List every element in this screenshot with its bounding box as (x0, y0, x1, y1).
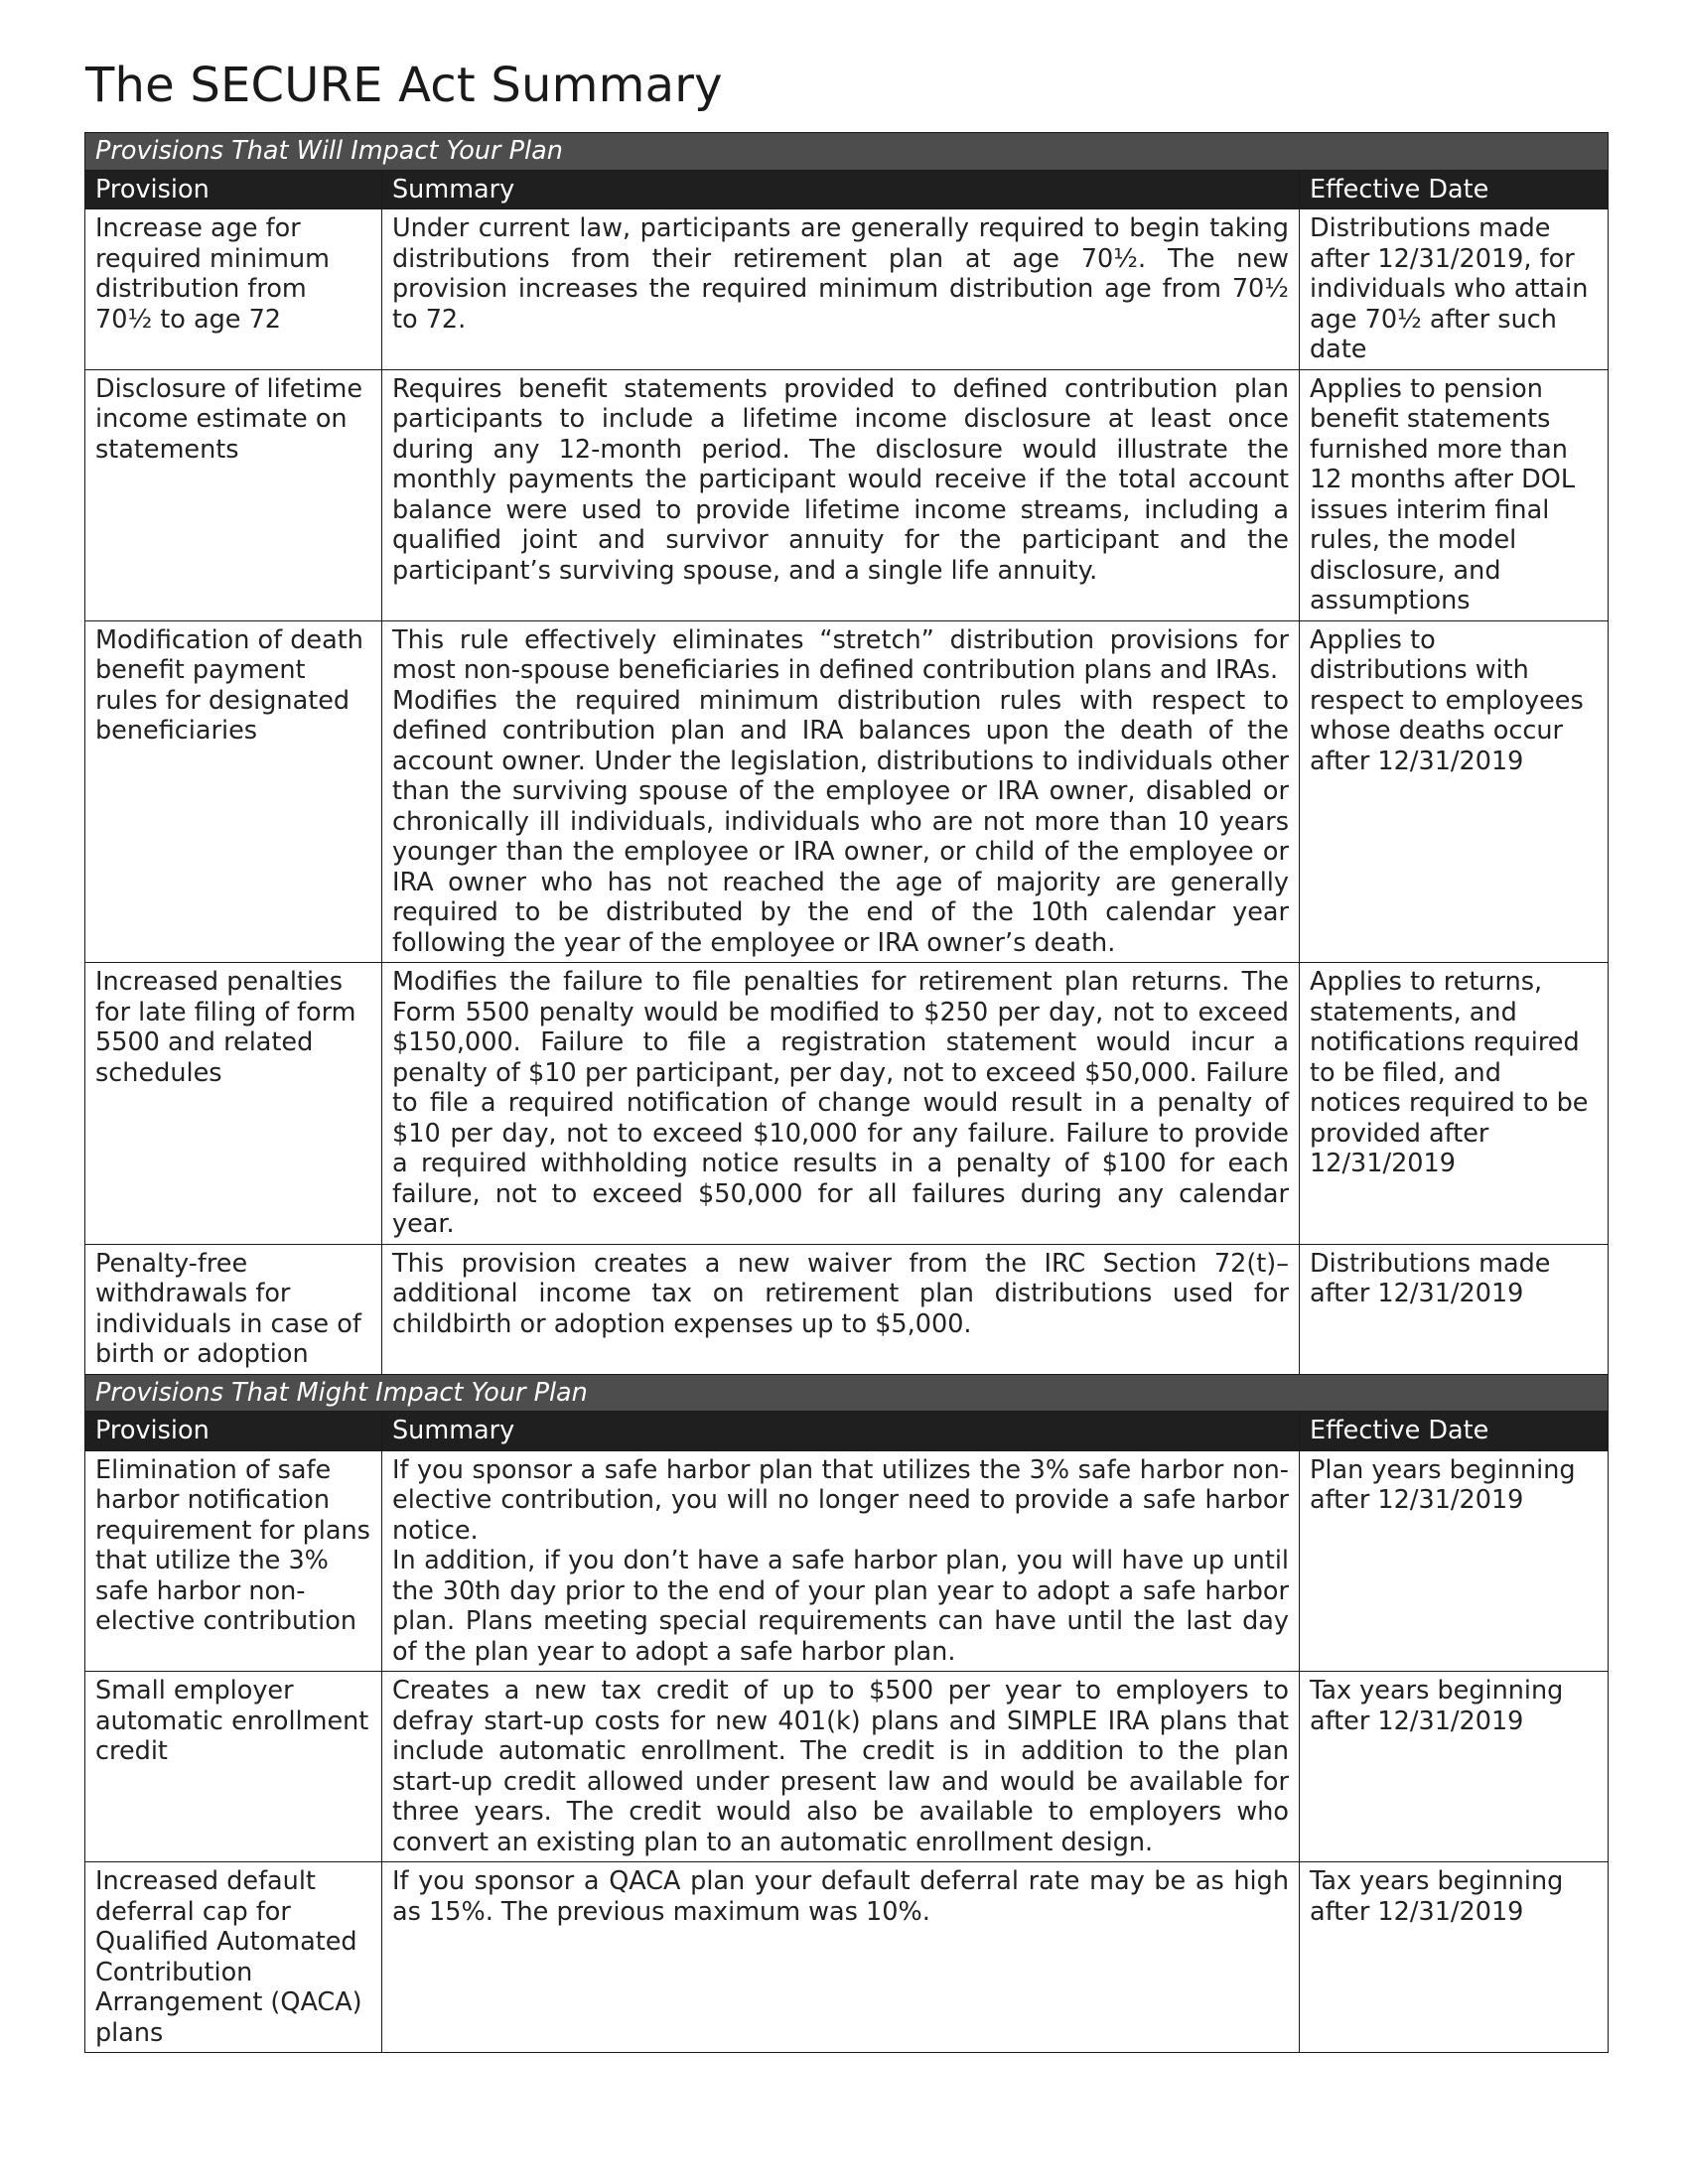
table-row (85, 1672, 1609, 1862)
summary-cell (382, 209, 1300, 370)
column-header-summary: Summary (382, 1412, 1300, 1451)
effective-date-cell: Plan years beginning after 12/31/2019 (1300, 1450, 1609, 1672)
column-header-row (85, 170, 1609, 209)
section-title: Provisions That Might Impact Your Plan (85, 1374, 1609, 1412)
summary-paragraph: If you sponsor a safe harbor plan that utilizes the 3% safe harbor non-elective contribution, you will no longer need to provide a safe harbor notice. (392, 1454, 1289, 1546)
provision-cell: Elimination of safe harbor notification requirement for plans that utilize the 3% safe harbor non-elective contribution (85, 1450, 382, 1672)
summary-cell (382, 1672, 1300, 1862)
summary-cell (382, 1244, 1300, 1374)
effective-date-cell: Tax years beginning after 12/31/2019 (1300, 1862, 1609, 2053)
summary-paragraph: If you sponsor a QACA plan your default deferral rate may be as high as 15%. The previous maximum was 10%. (392, 1866, 1289, 1927)
summary-cell (382, 1450, 1300, 1672)
summary-paragraph: In addition, if you don’t have a safe harbor plan, you will have up until the 30th day prior to the end of your plan year to adopt a safe harbor plan. Plans meeting special requirements can have until the last day of the plan year to adopt a safe harbor plan. (392, 1546, 1289, 1667)
column-header-effective-date: Effective Date (1300, 1412, 1609, 1451)
summary-paragraph: Modifies the failure to file penalties for retirement plan returns. The Form 5500 penalty would be modified to $250 per day, not to exceed $150,000. Failure to file a registration statement would incur a penalty of $10 per participant, per day, not to exceed $50,000. Failure to file a required notification of change would result in a penalty of $10 per day, not to exceed $10,000 for any failure. Failure to provide a required withholding notice results in a penalty of $100 for each failure, not to exceed $50,000 for all failures during any calendar year. (392, 967, 1289, 1239)
summary-cell (382, 963, 1300, 1245)
table-row (85, 1244, 1609, 1374)
table-row (85, 963, 1609, 1245)
table-row (85, 369, 1609, 620)
provision-cell: Increased penalties for late filing of form 5500 and related schedules (85, 963, 382, 1245)
summary-paragraph: Requires benefit statements provided to defined contribution plan participants to include a lifetime income disclosure at least once during any 12-month period. The disclosure would illustrate the monthly payments the participant would receive if the total account balance were used to provide lifetime income streams, including a qualified joint and survivor annuity for the participant and the participant’s surviving spouse, and a single life annuity. (392, 373, 1289, 586)
provision-cell: Disclosure of lifetime income estimate on statements (85, 369, 382, 620)
effective-date-cell: Distributions made after 12/31/2019 (1300, 1244, 1609, 1374)
summary-paragraph: Creates a new tax credit of up to $500 per year to employers to defray start-up costs for new 401(k) plans and SIMPLE IRA plans that include automatic enrollment. The credit is in addition to the plan start-up credit allowed under present law and would be available for three years. The credit would also be available to employers who convert an existing plan to an automatic enrollment design. (392, 1676, 1289, 1857)
effective-date-cell: Applies to distributions with respect to employees whose deaths occur after 12/31/2019 (1300, 620, 1609, 963)
column-header-provision: Provision (85, 1412, 382, 1451)
table-row (85, 209, 1609, 370)
summary-paragraph: This rule effectively eliminates “stretch” distribution provisions for most non-spouse beneficiaries in defined contribution plans and IRAs. (392, 624, 1289, 685)
effective-date-cell: Applies to returns, statements, and notifications required to be filed, and notices required to be provided after 12/31/2019 (1300, 963, 1609, 1245)
section-header-row (85, 1374, 1609, 1412)
effective-date-cell: Distributions made after 12/31/2019, for individuals who attain age 70½ after such date (1300, 209, 1609, 370)
effective-date-cell: Tax years beginning after 12/31/2019 (1300, 1672, 1609, 1862)
table-row (85, 1862, 1609, 2053)
column-header-provision: Provision (85, 170, 382, 209)
summary-cell (382, 1862, 1300, 2053)
summary-paragraph: Modifies the required minimum distribution rules with respect to defined contribution plan and IRA balances upon the death of the account owner. Under the legislation, distributions to individuals other than the surviving spouse of the employee or IRA owner, disabled or chronically ill individuals, individuals who are not more than 10 years younger than the employee or IRA owner, or child of the employee or IRA owner who has not reached the age of majority are generally required to be distributed by the end of the 10th calendar year following the year of the employee or IRA owner’s death. (392, 685, 1289, 958)
column-header-effective-date: Effective Date (1300, 170, 1609, 209)
provision-cell: Increase age for required minimum distribution from 70½ to age 72 (85, 209, 382, 370)
section-header-row (85, 133, 1609, 171)
summary-cell (382, 620, 1300, 963)
summary-paragraph: This provision creates a new waiver from the IRC Section 72(t)– additional income tax on retirement plan distributions used for childbirth or adoption expenses up to $5,000. (392, 1248, 1289, 1339)
summary-paragraph: Under current law, participants are generally required to begin taking distributions from their retirement plan at age 70½. The new provision increases the required minimum distribution age from 70½ to 72. (392, 213, 1289, 335)
provision-cell: Penalty-free withdrawals for individuals in case of birth or adoption (85, 1244, 382, 1374)
column-header-row (85, 1412, 1609, 1451)
provision-cell: Small employer automatic enrollment credit (85, 1672, 382, 1862)
section-title: Provisions That Will Impact Your Plan (85, 133, 1609, 171)
provision-cell: Increased default deferral cap for Qualified Automated Contribution Arrangement (QACA) plans (85, 1862, 382, 2053)
summary-cell (382, 369, 1300, 620)
effective-date-cell: Applies to pension benefit statements furnished more than 12 months after DOL issues interim final rules, the model disclosure, and assumptions (1300, 369, 1609, 620)
table-row (85, 620, 1609, 963)
provision-cell: Modification of death benefit payment rules for designated beneficiaries (85, 620, 382, 963)
page-title: The SECURE Act Summary (85, 58, 723, 113)
table-row (85, 1450, 1609, 1672)
table-body (85, 133, 1609, 2053)
column-header-summary: Summary (382, 170, 1300, 209)
secure-act-summary-table (84, 132, 1609, 2053)
